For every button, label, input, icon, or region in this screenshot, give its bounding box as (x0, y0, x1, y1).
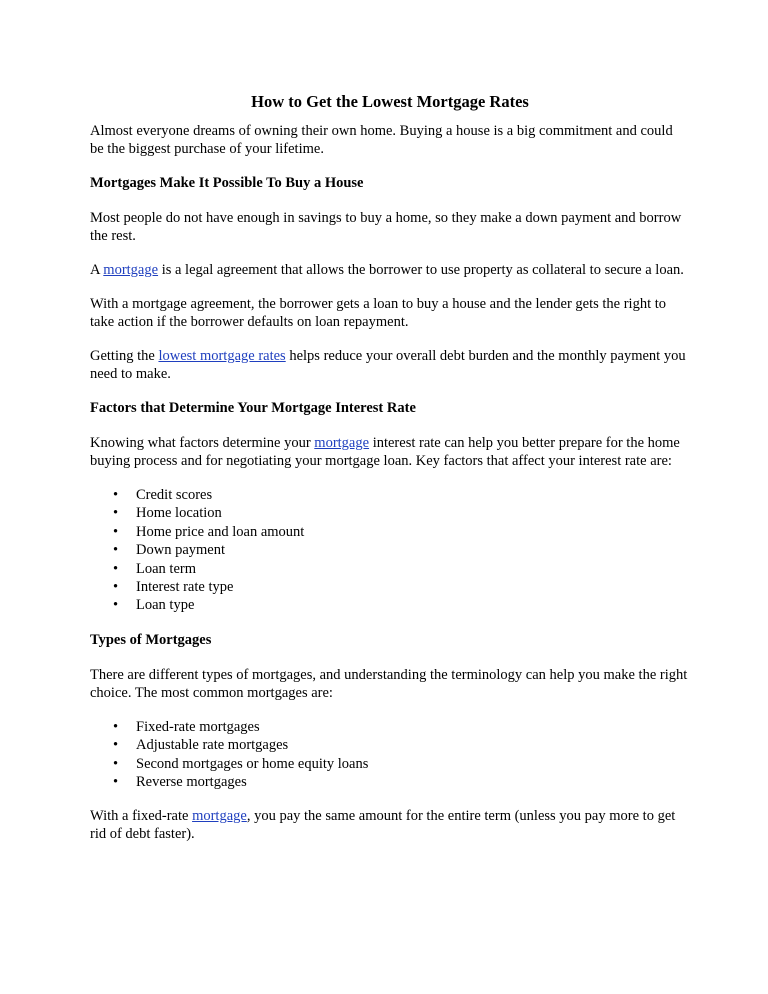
bullet-icon: • (113, 718, 119, 735)
mortgage-types-list (90, 718, 690, 792)
bullet-icon: • (113, 773, 119, 790)
bullet-icon: • (113, 487, 119, 503)
text-span: Knowing what factors determine your (90, 435, 315, 451)
lowest-rates-paragraph (90, 347, 690, 383)
text-span: Getting the (90, 348, 159, 364)
mortgage-definition-paragraph (90, 261, 690, 279)
list-item (90, 736, 690, 754)
list-item-label: Down payment (136, 542, 225, 559)
bullet-icon: • (113, 755, 119, 772)
factors-list (90, 486, 690, 615)
document-page (90, 92, 690, 859)
list-item-label: Loan term (136, 560, 196, 577)
list-item-label: Credit scores (136, 487, 213, 503)
list-item-label: Home location (136, 505, 222, 522)
section-heading-types: Types of Mortgages (90, 631, 212, 648)
mortgage-link[interactable]: mortgage (314, 435, 370, 451)
text-span: , you pay the same amount for the entire term (unless you pay more to get rid of debt faster). (90, 808, 676, 843)
mortgage-link[interactable]: mortgage (103, 262, 159, 278)
list-item (90, 523, 690, 541)
bullet-icon: • (113, 505, 119, 522)
list-item (90, 504, 690, 522)
savings-paragraph: Most people do not have enough in savings to buy a home, so they make a down payment and borrow the rest. (90, 210, 682, 244)
bullet-icon: • (113, 737, 119, 754)
list-item-label: Adjustable rate mortgages (136, 737, 289, 754)
mortgage-link[interactable]: mortgage (192, 808, 247, 825)
page-title: How to Get the Lowest Mortgage Rates (251, 92, 529, 111)
text-span: interest rate can help you better prepare for the home buying process and for negotiating your mortgage loan. Key factors that affect your interest rate are: (90, 435, 680, 469)
bullet-icon: • (113, 578, 119, 595)
text-span: A (90, 262, 104, 278)
list-item (90, 596, 690, 614)
list-item (90, 755, 690, 773)
list-item (90, 773, 690, 791)
list-item (90, 718, 690, 736)
agreement-paragraph: With a mortgage agreement, the borrower gets a loan to buy a house and the lender gets the right to take action if the borrower defaults on loan repayment. (90, 296, 667, 330)
list-item (90, 578, 690, 596)
list-item (90, 541, 690, 559)
list-item-label: Second mortgages or home equity loans (136, 755, 369, 772)
bullet-icon: • (113, 542, 119, 559)
factors-paragraph (90, 434, 690, 470)
lowest-mortgage-rates-link[interactable]: lowest mortgage rates (158, 348, 286, 364)
text-span: helps reduce your overall debt burden and the monthly payment you need to make. (90, 348, 686, 382)
bullet-icon: • (113, 560, 119, 577)
bullet-icon: • (113, 597, 119, 614)
types-paragraph: There are different types of mortgages, and understanding the terminology can help you make the right choice. The most common mortgages are: (90, 666, 688, 701)
list-item-label: Fixed-rate mortgages (136, 718, 260, 735)
text-span: is a legal agreement that allows the borrower to use property as collateral to secure a loan. (158, 262, 684, 278)
list-item-label: Loan type (136, 597, 195, 614)
list-item (90, 560, 690, 578)
list-item-label: Reverse mortgages (136, 773, 247, 790)
list-item (90, 486, 690, 504)
fixed-rate-paragraph (90, 807, 690, 843)
list-item-label: Interest rate type (136, 578, 234, 595)
text-span: With a fixed-rate (90, 808, 193, 825)
section-heading-factors: Factors that Determine Your Mortgage Interest Rate (90, 400, 416, 416)
intro-paragraph: Almost everyone dreams of owning their own home. Buying a house is a big commitment and could be the biggest purchase of your lifetime. (90, 123, 673, 157)
section-heading-buy-house: Mortgages Make It Possible To Buy a House (90, 175, 364, 191)
list-item-label: Home price and loan amount (136, 523, 305, 540)
bullet-icon: • (113, 523, 119, 540)
